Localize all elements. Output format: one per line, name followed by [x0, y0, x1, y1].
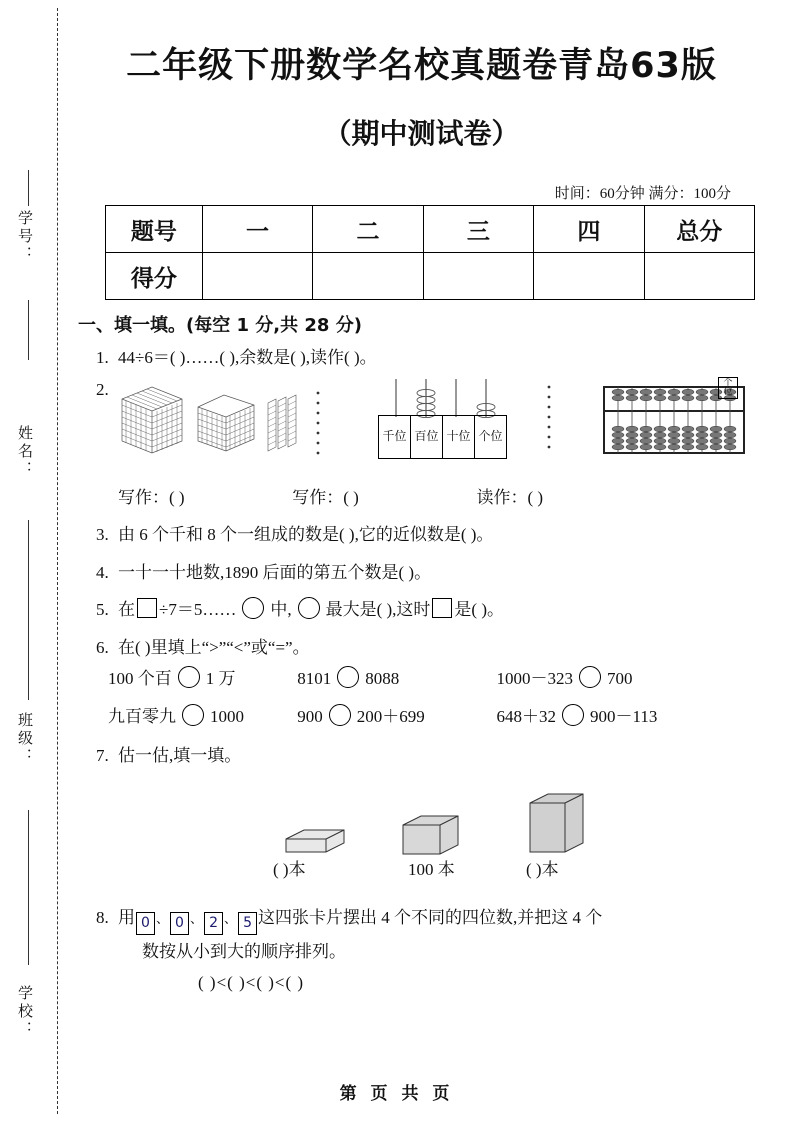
- q8-line2: 数按从小到大的顺序排列。: [142, 941, 346, 961]
- question-8-answer-line: ( )<( )<( )<( ): [198, 973, 305, 992]
- place-cell-qian: 千位: [379, 415, 411, 458]
- question-1: [96, 345, 763, 371]
- page-title: 二年级下册数学名校真题卷青岛63版: [126, 46, 717, 86]
- compare-item: [108, 666, 293, 692]
- compare-left: 九百零九: [108, 706, 176, 726]
- question-6: [96, 635, 763, 661]
- score-table-cell: 四: [534, 206, 644, 253]
- question-8-line2: [120, 939, 763, 965]
- compare-circle-icon[interactable]: [329, 704, 351, 726]
- question-4-text: 一十一十地数,1890 后面的第五个数是( )。: [118, 562, 432, 582]
- blank-circle-icon: [242, 597, 264, 619]
- page-subtitle: （期中测试卷）: [323, 117, 520, 150]
- question-3-text: 由 6 个千和 8 个一组成的数是( ),它的近似数是( )。: [118, 525, 494, 544]
- compare-left: 8101: [297, 669, 332, 688]
- score-table-cell: 一: [202, 206, 312, 253]
- question-6-text: 在( )里填上“>”“<”或“=”。: [118, 637, 310, 657]
- question-3: [96, 522, 763, 548]
- question-8: 8. 用 0 、 0 、 2 、 5 这四张卡片摆出 4 个不同的四位数,并把这 4 个: [96, 905, 763, 935]
- question-2-figures: [78, 377, 763, 485]
- score-input-cell[interactable]: [313, 253, 423, 300]
- section-heading: 一、填一填。(每空 1 分,共 28 分): [78, 315, 362, 336]
- question-7-text: 估一估,填一填。: [118, 746, 242, 765]
- score-table: [105, 205, 755, 300]
- score-input-cell[interactable]: [644, 253, 754, 300]
- compare-left: 100 个百: [108, 669, 172, 688]
- dotted-divider-icon: [544, 381, 554, 461]
- compare-right: 700: [607, 669, 633, 688]
- question-6-row-2: [108, 704, 763, 730]
- compare-right: 1000: [210, 706, 244, 726]
- q2-label-2: 写作：( ): [292, 487, 359, 507]
- question-number: 4.: [96, 562, 109, 582]
- side-rule-2: [28, 300, 29, 360]
- compare-circle-icon[interactable]: [562, 704, 584, 726]
- number-card: 2: [204, 912, 223, 935]
- question-number: 7.: [96, 746, 109, 765]
- question-number: 1.: [96, 348, 109, 367]
- q5-mid2: 中,: [270, 600, 292, 619]
- compare-circle-icon[interactable]: [178, 666, 200, 688]
- score-table-cell: 三: [423, 206, 533, 253]
- place-cell-bai: 百位: [411, 415, 443, 458]
- page-footer: 第 页 共 页: [339, 1084, 454, 1104]
- score-table-cell: 总分: [644, 206, 754, 253]
- score-table-cell: 得分: [106, 253, 203, 300]
- q2-label-1: 写作：( ): [118, 487, 185, 507]
- blank-square-icon: [137, 598, 157, 618]
- question-6-row-1: [108, 666, 763, 692]
- table-row: [106, 206, 755, 253]
- q5-pre: 在: [118, 600, 135, 619]
- q2-label-3: 读作：( ): [476, 487, 544, 507]
- q5-mid3: 最大是( ),这时: [325, 600, 431, 619]
- table-row: [106, 253, 755, 300]
- q7-label-3: ( )本: [526, 859, 559, 879]
- side-label-xuehao: 学号：: [16, 210, 32, 264]
- score-table-cell: 二: [313, 206, 423, 253]
- unit-place-label: 个位: [718, 377, 738, 400]
- side-rule-3: [28, 520, 29, 700]
- blank-circle-icon: [298, 597, 320, 619]
- table-row: [379, 415, 507, 458]
- question-number: 5.: [96, 600, 109, 619]
- compare-right: 900－113: [590, 706, 658, 726]
- q5-mid1: ÷7＝5……: [159, 600, 237, 619]
- book-stacks-icon: [78, 773, 738, 865]
- q7-label-2: 100 本: [408, 859, 455, 879]
- question-7-labels: [78, 859, 763, 887]
- place-cell-shi: 十位: [443, 415, 475, 458]
- compare-item: [297, 666, 492, 692]
- side-rule-1: [28, 170, 29, 206]
- compare-right: 1 万: [205, 669, 236, 688]
- number-card: 0: [170, 912, 189, 935]
- number-card: 5: [238, 912, 257, 935]
- place-value-table: [378, 415, 507, 459]
- number-card: 0: [136, 912, 155, 935]
- q8-post: 这四张卡片摆出 4 个不同的四位数,并把这 4 个: [258, 907, 603, 927]
- question-number: 6.: [96, 637, 109, 657]
- question-5: [96, 597, 763, 623]
- compare-left: 1000－323: [496, 669, 573, 688]
- question-7-figures: [78, 773, 763, 865]
- compare-left: 900: [297, 706, 323, 726]
- compare-right: 8088: [365, 669, 400, 688]
- question-1-text: 44÷6＝( )……( ),余数是( ),读作( )。: [118, 348, 377, 367]
- compare-item: [108, 704, 293, 730]
- question-7: [96, 743, 763, 769]
- score-table-cell: 题号: [106, 206, 203, 253]
- question-4: [96, 560, 763, 586]
- compare-left: 648＋32: [496, 706, 556, 726]
- side-label-xingming: 姓名：: [16, 425, 32, 479]
- place-cell-ge: 个位: [475, 415, 507, 458]
- question-number: 3.: [96, 525, 109, 544]
- side-label-banji: 班级：: [16, 712, 32, 766]
- question-2-answer-labels: [118, 485, 763, 511]
- score-input-cell[interactable]: [423, 253, 533, 300]
- q5-post: 是( )。: [454, 600, 504, 619]
- score-input-cell[interactable]: [534, 253, 644, 300]
- exam-meta: 时间：60分钟 满分：100分: [554, 186, 731, 202]
- q8-pre: 用: [118, 907, 135, 927]
- compare-circle-icon[interactable]: [337, 666, 359, 688]
- exam-body: [78, 312, 763, 996]
- compare-item: [297, 704, 492, 730]
- question-number: 2.: [96, 379, 109, 399]
- q7-label-1: ( )本: [273, 859, 306, 879]
- side-label-xuexiao: 学校：: [16, 985, 32, 1039]
- blank-square-icon: [432, 598, 452, 618]
- question-number: 8.: [96, 907, 109, 927]
- compare-item: [497, 704, 658, 730]
- base-ten-blocks-icon: [118, 379, 368, 459]
- score-input-cell[interactable]: [202, 253, 312, 300]
- compare-right: 200＋699: [356, 706, 425, 726]
- side-rule-4: [28, 810, 29, 965]
- compare-circle-icon[interactable]: [579, 666, 601, 688]
- compare-item: [497, 666, 633, 692]
- cut-line: [57, 8, 58, 1114]
- compare-circle-icon[interactable]: [182, 704, 204, 726]
